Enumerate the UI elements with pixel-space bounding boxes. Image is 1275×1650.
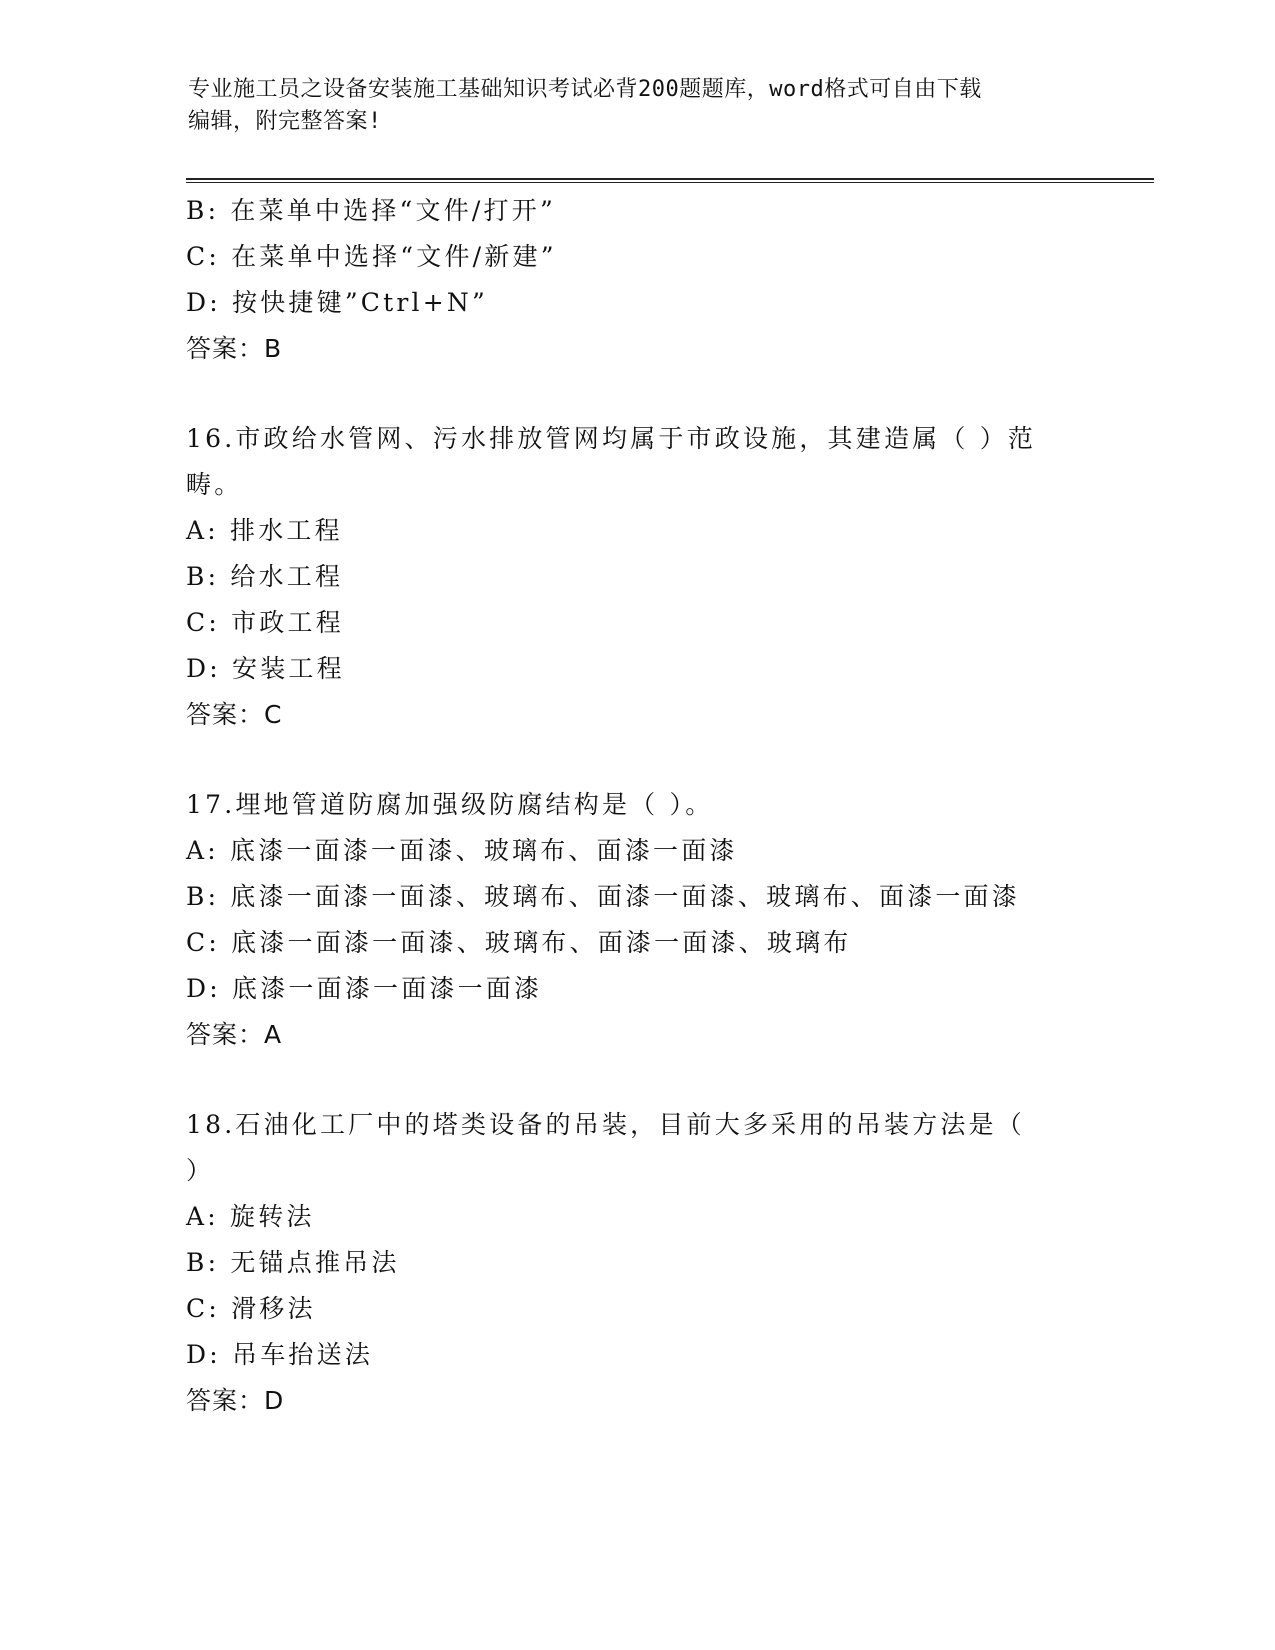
option-a: A: 旋转法 [186,1202,315,1231]
option-d: D: 底漆一面漆一面漆一面漆 [186,974,543,1003]
option-b: B: 在菜单中选择“文件/打开” [186,196,556,225]
spacer [186,1058,1146,1102]
option-d: D: 按快捷键”Ctrl+N” [186,288,488,317]
option-a: A: 排水工程 [186,516,343,545]
option-c: C: 在菜单中选择“文件/新建” [186,242,557,271]
answer-line: 答案：C [186,700,283,729]
option-c: C: 滑移法 [186,1294,316,1323]
option-a: A: 底漆一面漆一面漆、玻璃布、面漆一面漆 [186,836,738,865]
document-header [188,74,1068,138]
option-c: C: 底漆一面漆一面漆、玻璃布、面漆一面漆、玻璃布 [186,928,852,957]
option-b: B: 给水工程 [186,562,344,591]
question-18 [186,1102,1146,1424]
question-stem: 17.埋地管道防腐加强级防腐结构是（ ）。 [186,790,714,819]
option-c: C: 市政工程 [186,608,344,637]
answer-line: 答案：D [186,1386,285,1415]
header-title-line-1: 专业施工员之设备安装施工基础知识考试必背200题题库，word格式可自由下载 [188,77,982,102]
question-16 [186,416,1146,738]
question-17 [186,782,1146,1058]
header-divider [186,178,1154,183]
question-stem-continued: ） [186,1156,215,1185]
question-stem: 18.石油化工厂中的塔类设备的吊装，目前大多采用的吊装方法是（ [186,1110,1025,1139]
question-15-continued [186,188,1146,372]
option-b: B: 无锚点推吊法 [186,1248,400,1277]
answer-line: 答案：A [186,1020,283,1049]
option-b: B: 底漆一面漆一面漆、玻璃布、面漆一面漆、玻璃布、面漆一面漆 [186,882,1020,911]
question-stem: 16.市政给水管网、污水排放管网均属于市政设施，其建造属（ ）范 [186,424,1037,453]
spacer [186,372,1146,416]
header-title-line-2: 编辑，附完整答案! [188,109,382,134]
spacer [186,738,1146,782]
option-d: D: 吊车抬送法 [186,1340,374,1369]
answer-line: 答案：B [186,334,283,363]
question-list [186,188,1146,1424]
question-stem-continued: 畴。 [186,470,243,499]
option-d: D: 安装工程 [186,654,345,683]
